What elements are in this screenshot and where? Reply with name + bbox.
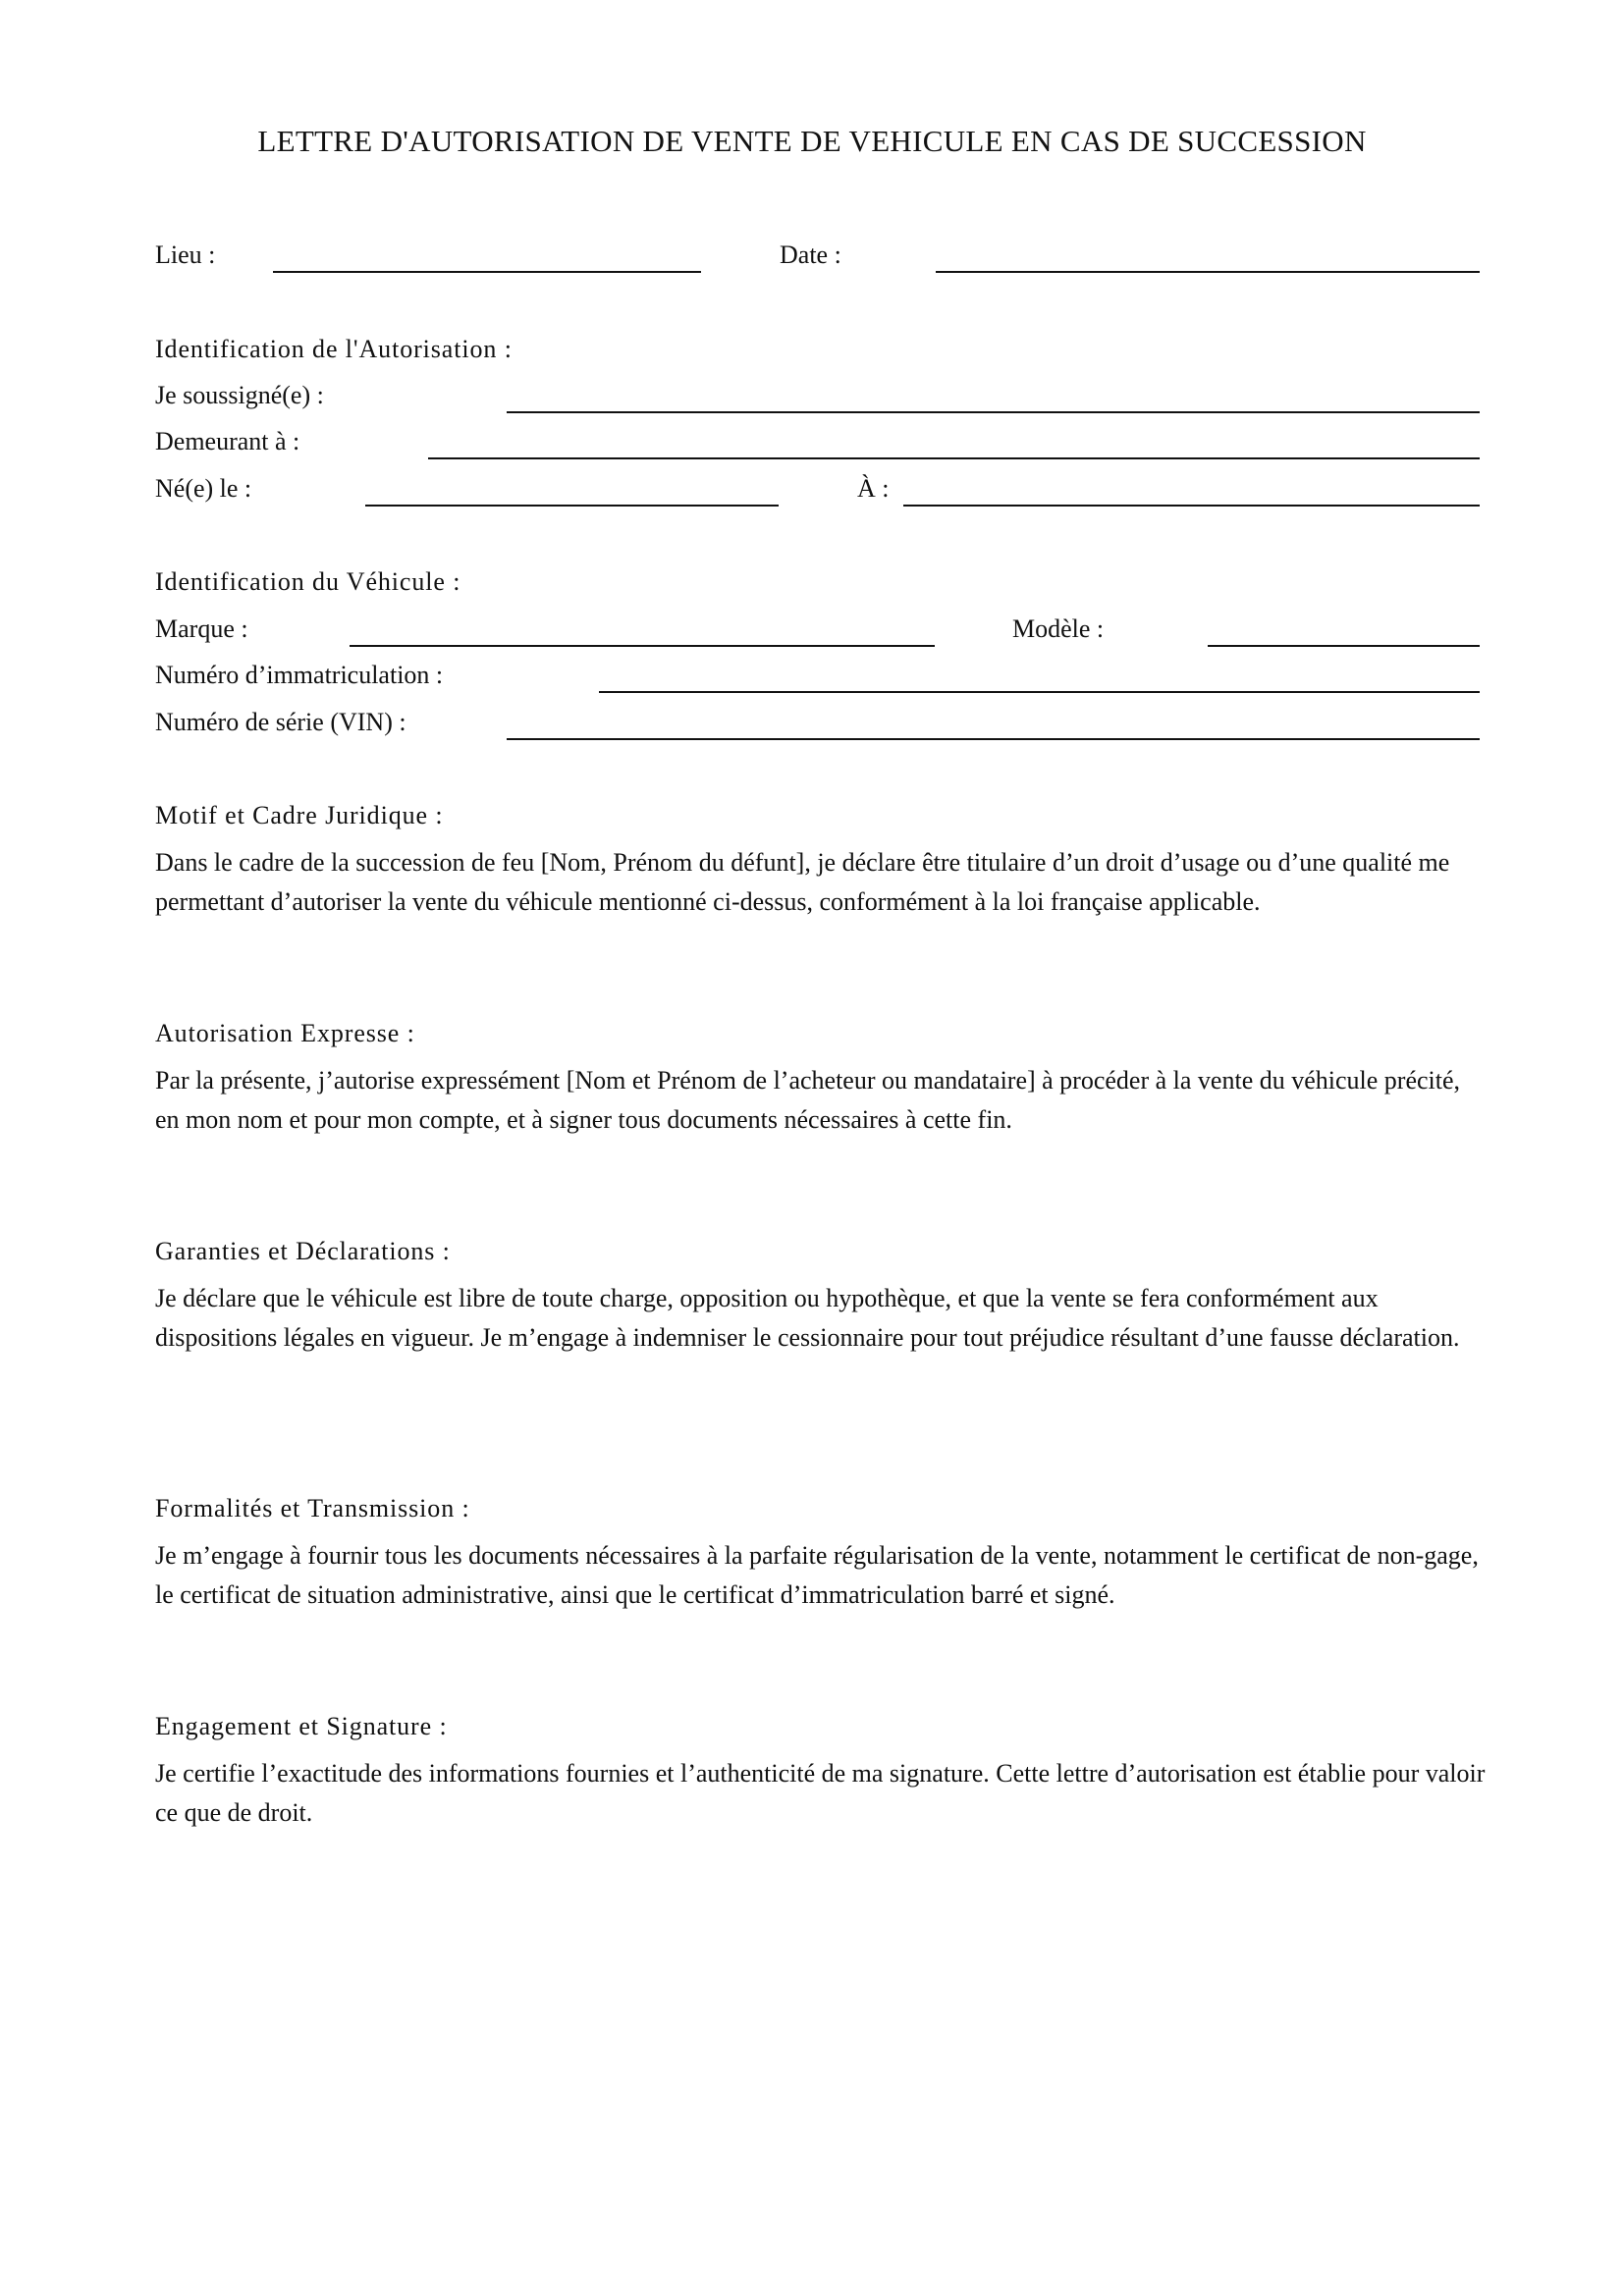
lieu-naissance-field[interactable] (903, 505, 1480, 507)
lieu-label: Lieu : (155, 240, 216, 269)
section-body-engagement: Je certifie l’exactitude des informations fournies et l’authenticité de ma signature. Cette lettre d’autorisation est établie pour valoir ce que de droit. (155, 1759, 1486, 1827)
marque-field[interactable] (350, 645, 935, 647)
ne-le-label: Né(e) le : (155, 474, 252, 503)
section-heading-autorisation: Autorisation Expresse : (155, 1019, 415, 1047)
document-title: LETTRE D'AUTORISATION DE VENTE DE VEHICULE EN CAS DE SUCCESSION (257, 124, 1367, 158)
immatriculation-label: Numéro d’immatriculation : (155, 661, 444, 689)
modele-label: Modèle : (1012, 614, 1105, 643)
vehicule-heading: Identification du Véhicule : (155, 567, 461, 596)
soussigne-label: Je soussigné(e) : (155, 381, 324, 409)
section-heading-engagement: Engagement et Signature : (155, 1712, 448, 1740)
section-heading-formalites: Formalités et Transmission : (155, 1494, 470, 1522)
date-field[interactable] (936, 271, 1480, 273)
section-body-motif: Dans le cadre de la succession de feu [Nom, Prénom du défunt], je déclare être titulaire d’un droit d’usage ou d’une qualité me permettant d’autoriser la vente du véhicule mentionné ci-dessus, conformément à la loi française applicable. (155, 848, 1450, 916)
section-heading-garanties: Garanties et Déclarations : (155, 1237, 451, 1265)
section-heading-motif: Motif et Cadre Juridique : (155, 801, 444, 829)
lieu-field[interactable] (273, 271, 701, 273)
autorisation-heading: Identification de l'Autorisation : (155, 335, 513, 363)
section-body-garanties: Je déclare que le véhicule est libre de toute charge, opposition ou hypothèque, et que la vente se fera conformément aux dispositions légales en vigueur. Je m’engage à indemniser le cessionnaire pour tout préjudice résultant d’une fausse déclaration. (155, 1284, 1460, 1352)
date-label: Date : (780, 240, 841, 269)
demeurant-field[interactable] (428, 457, 1480, 459)
vin-label: Numéro de série (VIN) : (155, 708, 406, 736)
soussigne-field[interactable] (507, 411, 1480, 413)
ne-le-field[interactable] (365, 505, 779, 507)
immatriculation-field[interactable] (599, 691, 1480, 693)
marque-label: Marque : (155, 614, 248, 643)
section-body-autorisation: Par la présente, j’autorise expressément [Nom et Prénom de l’acheteur ou mandataire] à procéder à la vente du véhicule précité, en mon nom et pour mon compte, et à signer tous documents nécessaires à cette fin. (155, 1066, 1461, 1134)
demeurant-label: Demeurant à : (155, 427, 300, 455)
modele-field[interactable] (1208, 645, 1480, 647)
section-body-formalites: Je m’engage à fournir tous les documents nécessaires à la parfaite régularisation de la vente, notamment le certificat de non-gage, le certificat de situation administrative, ainsi que le certificat d’immatriculation barré et signé. (155, 1541, 1479, 1609)
vin-field[interactable] (507, 738, 1480, 740)
lieu-naissance-label: À : (857, 474, 890, 503)
